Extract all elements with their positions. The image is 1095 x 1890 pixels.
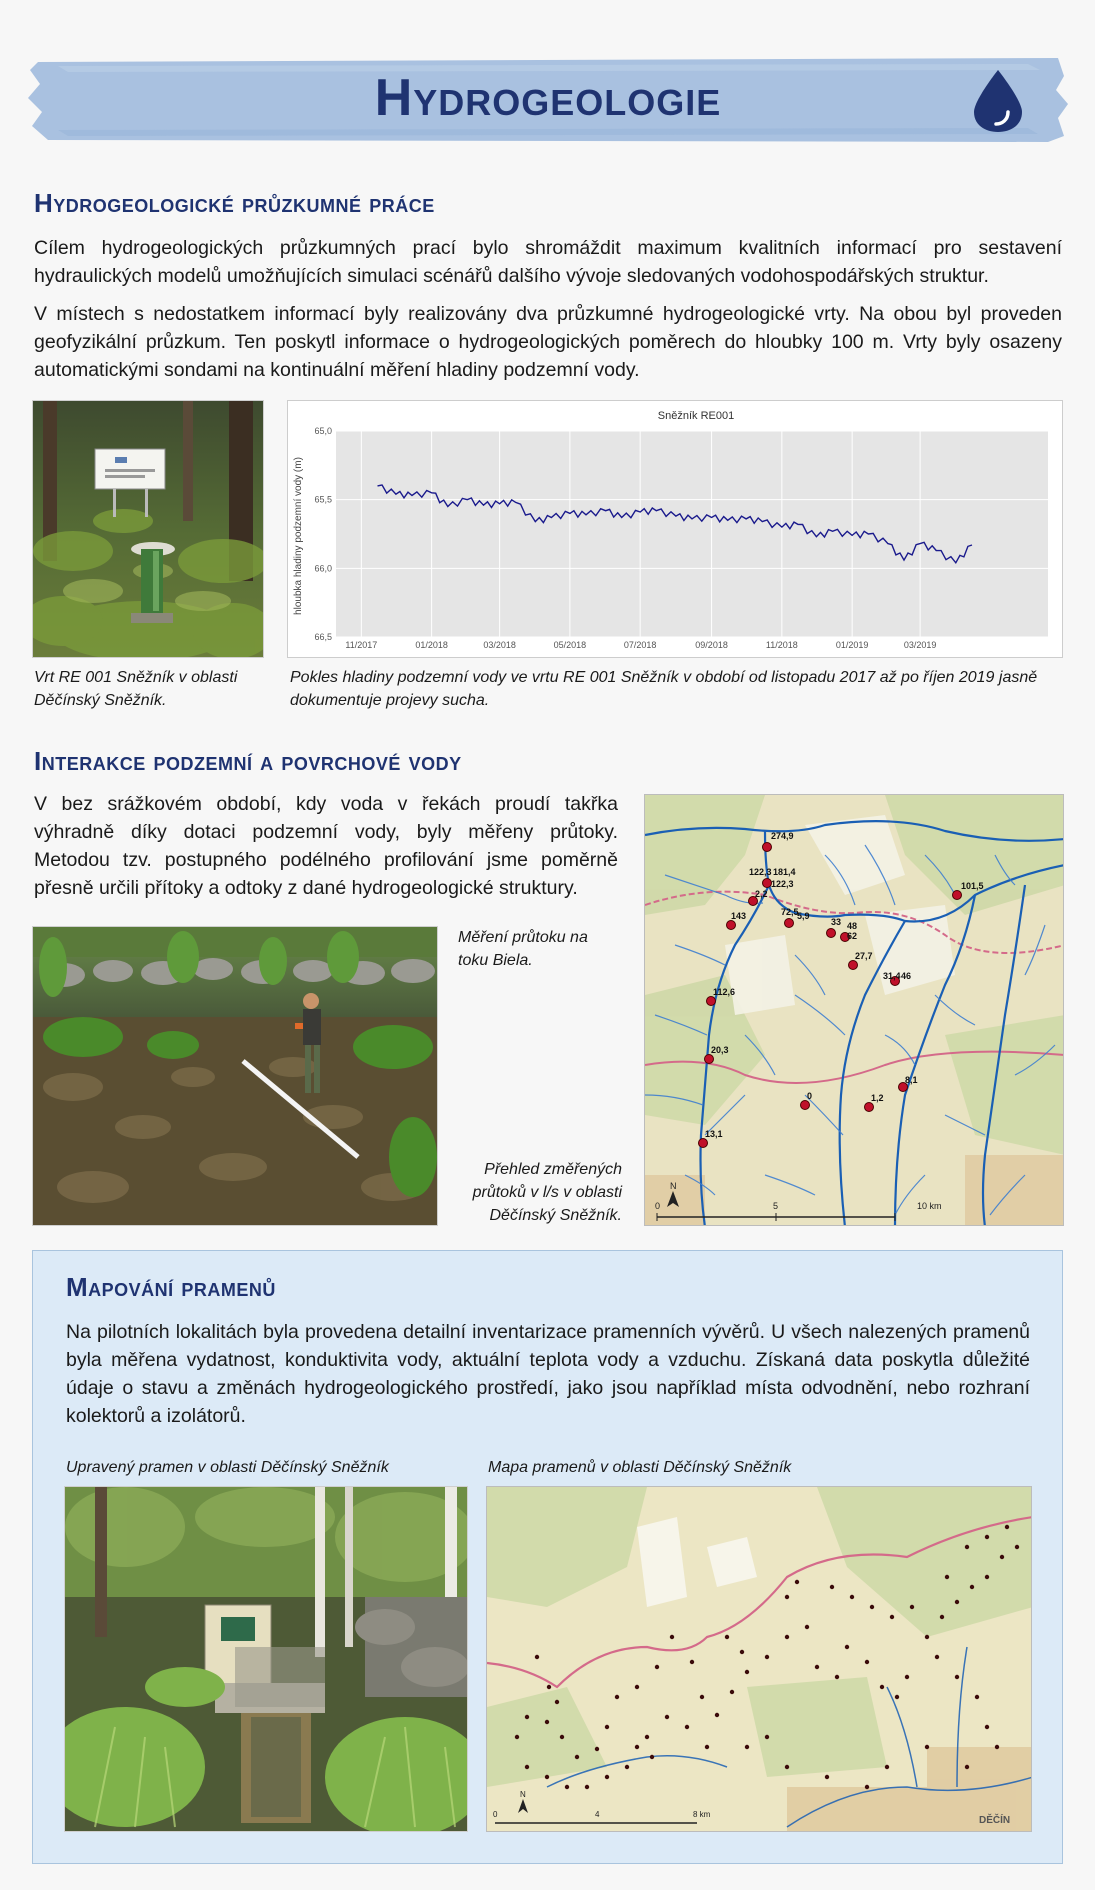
chart-x-tick-label: 05/2018 xyxy=(553,640,587,650)
spring-marker xyxy=(945,1575,949,1579)
spring-marker xyxy=(565,1785,569,1789)
spring-marker xyxy=(975,1695,979,1699)
spring-marker xyxy=(970,1585,974,1589)
spring-marker xyxy=(865,1660,869,1664)
spring-marker xyxy=(865,1785,869,1789)
spring-marker xyxy=(765,1655,769,1659)
map-flow-measurements xyxy=(644,794,1064,1226)
photo-spring xyxy=(64,1486,468,1832)
spring-marker xyxy=(730,1690,734,1694)
map-label: 143 xyxy=(731,911,747,921)
header-banner xyxy=(28,56,1068,144)
chart-y-axis-label: hloubka hladiny podzemní vody (m) xyxy=(293,457,304,615)
spring-marker xyxy=(725,1635,729,1639)
scale-label-0: 0 xyxy=(655,1201,661,1211)
spring-marker xyxy=(940,1615,944,1619)
chart-plot-area xyxy=(336,431,1048,637)
chart-caption: Pokles hladiny podzemní vody ve vrtu RE 001 Sněžník v období od listopadu 2017 až po říjen 2019 jasně dokumentuje projevy sucha. xyxy=(290,669,1038,709)
spring-marker xyxy=(925,1745,929,1749)
spring-marker xyxy=(785,1595,789,1599)
spring-marker xyxy=(745,1745,749,1749)
chart-x-tick-label: 11/2017 xyxy=(345,640,378,650)
chart-y-tick-label: 66,0 xyxy=(314,563,332,574)
chart-title: Sněžník RE001 xyxy=(657,410,735,422)
spring-marker xyxy=(985,1575,989,1579)
map-label: 48 xyxy=(847,921,858,931)
spring-marker xyxy=(910,1605,914,1609)
photo-caption-river: Měření průtoku na toku Biela. xyxy=(458,929,588,969)
spring-marker xyxy=(955,1600,959,1604)
spring-marker xyxy=(765,1735,769,1739)
map-label: 0 xyxy=(807,1091,813,1101)
spring-marker xyxy=(1000,1555,1004,1559)
photo-caption-spring: Upravený pramen v oblasti Děčínský Sněžník xyxy=(66,1459,389,1476)
spring-marker xyxy=(555,1700,559,1704)
chart-x-tick-label: 09/2018 xyxy=(695,640,728,650)
spring-marker xyxy=(845,1645,849,1649)
map-label: 33 xyxy=(831,917,842,927)
spring-marker xyxy=(955,1675,959,1679)
photo-well-re001 xyxy=(32,400,264,658)
spring-marker xyxy=(815,1665,819,1669)
scale-label-10: 10 km xyxy=(917,1201,942,1211)
chart-x-tick-label: 03/2018 xyxy=(483,640,516,650)
spring-marker xyxy=(885,1765,889,1769)
spring-marker xyxy=(547,1685,551,1689)
spring-marker xyxy=(595,1747,599,1751)
scale-label-8: 8 km xyxy=(693,1810,711,1819)
spring-marker xyxy=(575,1755,579,1759)
spring-marker xyxy=(995,1745,999,1749)
spring-marker xyxy=(545,1720,549,1724)
spring-marker xyxy=(645,1735,649,1739)
map-label: 62 xyxy=(847,931,858,941)
photo-river-measurement xyxy=(32,926,438,1226)
chart-x-tick-label: 01/2019 xyxy=(835,640,869,650)
spring-marker xyxy=(835,1675,839,1679)
spring-marker xyxy=(605,1725,609,1729)
spring-marker xyxy=(965,1765,969,1769)
spring-marker xyxy=(515,1735,519,1739)
chart-y-tick-label: 65,5 xyxy=(314,494,332,505)
spring-marker xyxy=(880,1685,884,1689)
spring-marker xyxy=(615,1695,619,1699)
map-label: 2,2 xyxy=(755,889,768,899)
chart-y-tick-label: 65,0 xyxy=(314,426,332,436)
spring-marker xyxy=(545,1775,549,1779)
page-title: Hydrogeologie xyxy=(374,69,722,127)
map-label: 20,3 xyxy=(711,1045,729,1055)
chart-canvas xyxy=(288,401,1064,659)
map-caption-springs: Mapa pramenů v oblasti Děčínský Sněžník xyxy=(488,1459,792,1476)
map-label: 101,5 xyxy=(961,881,984,891)
scale-label-0: 0 xyxy=(493,1810,498,1819)
groundwater-chart xyxy=(287,400,1063,658)
spring-marker xyxy=(870,1605,874,1609)
map-label: 1,2 xyxy=(871,1093,884,1103)
photo-caption-well: Vrt RE 001 Sněžník v oblasti Děčínský Sněžník. xyxy=(34,669,238,709)
spring-marker xyxy=(525,1715,529,1719)
spring-marker xyxy=(905,1675,909,1679)
spring-marker xyxy=(585,1785,589,1789)
map-label: 31,4 xyxy=(883,971,901,981)
section2-paragraph: V bez srážkovém období, kdy voda v řekách proudí takřka výhradně díky dotaci podzemní vody, byly měřeny průtoky. Metodou tzv. postupného podélného profilování jsme poměrně přesně určili přítoky a odtoky z dané hydrogeologické struktury. xyxy=(34,793,618,899)
north-label: N xyxy=(520,1790,526,1799)
spring-marker xyxy=(825,1775,829,1779)
map-label: 181,4 xyxy=(773,867,796,877)
map-label: 46 xyxy=(901,971,912,981)
section1-paragraph-2: V místech s nedostatkem informací byly realizovány dva průzkumné hydrogeologické vrty. Na obou byl proveden geofyzikální průzkum. Ten poskytl informace o hydrogeologických poměrech do hloubky 100 m. Vrty byly osazeny automatickými sondami na kontinuální měření hladiny podzemní vody. xyxy=(34,303,1062,381)
map-springs xyxy=(486,1486,1032,1832)
spring-marker xyxy=(650,1755,654,1759)
map-label: 27,7 xyxy=(855,951,873,961)
map-label: 72,5 xyxy=(781,907,799,917)
spring-marker xyxy=(560,1735,564,1739)
spring-marker xyxy=(655,1665,659,1669)
spring-marker xyxy=(850,1595,854,1599)
chart-x-tick-label: 01/2018 xyxy=(415,640,448,650)
spring-marker xyxy=(785,1635,789,1639)
spring-marker xyxy=(670,1635,674,1639)
spring-marker xyxy=(985,1535,989,1539)
section3-paragraph: Na pilotních lokalitách byla provedena detailní inventarizace pramenních vývěrů. U všech nalezených pramenů byla měřena vydatnost, konduktivita vody, aktuální teplota vody a vzduchu. Získaná data poskytla důležité údaje o stavu a změnách hydrogeologického prostředí, jako jsou například místa odvodnění, nebo rozhraní kolektorů a izolátorů. xyxy=(66,1321,1030,1427)
chart-y-tick-label: 66,5 xyxy=(314,632,332,642)
spring-marker xyxy=(715,1713,719,1717)
spring-marker xyxy=(605,1775,609,1779)
spring-marker xyxy=(745,1670,749,1674)
chart-x-tick-label: 11/2018 xyxy=(765,640,798,650)
spring-marker xyxy=(785,1765,789,1769)
spring-marker xyxy=(525,1765,529,1769)
map-label: 112,6 xyxy=(713,987,736,997)
spring-marker xyxy=(705,1745,709,1749)
spring-marker xyxy=(700,1695,704,1699)
map-place-label: DĚČÍN xyxy=(979,1815,1011,1826)
spring-marker xyxy=(665,1715,669,1719)
map-label: 122,3 xyxy=(771,879,794,889)
map-label: 274,9 xyxy=(771,831,794,841)
spring-marker xyxy=(1005,1525,1009,1529)
water-drop-icon xyxy=(968,68,1028,134)
north-label: N xyxy=(670,1181,677,1191)
spring-marker xyxy=(740,1650,744,1654)
spring-marker xyxy=(690,1660,694,1664)
spring-marker xyxy=(925,1635,929,1639)
spring-marker xyxy=(935,1655,939,1659)
scale-label-5: 5 xyxy=(773,1201,779,1211)
scale-label-4: 4 xyxy=(595,1810,600,1819)
spring-marker xyxy=(890,1615,894,1619)
spring-marker xyxy=(635,1685,639,1689)
chart-x-tick-label: 07/2018 xyxy=(623,640,657,650)
section-title-exploration: Hydrogeologické průzkumné práce xyxy=(34,188,435,218)
map-label: 13,1 xyxy=(705,1129,723,1139)
section1-paragraph-1: Cílem hydrogeologických průzkumných prací bylo shromáždit maximum kvalitních informací pro sestavení hydraulických modelů umožňujících simulaci scénářů dalšího vývoje sledovaných vodohospodářských struktur. xyxy=(34,237,1062,287)
map-label: 8,1 xyxy=(905,1075,918,1085)
map-caption-flows: Přehled změřených průtoků v l/s v oblasti Děčínský Sněžník. xyxy=(472,1161,622,1224)
spring-marker xyxy=(625,1765,629,1769)
section-title-springs: Mapování pramenů xyxy=(66,1272,276,1302)
map-label: 5,9 xyxy=(797,911,810,921)
map-label: 122,3 xyxy=(749,867,772,877)
spring-marker xyxy=(535,1655,539,1659)
chart-x-tick-label: 03/2019 xyxy=(903,640,937,650)
section-title-interaction: Interakce podzemní a povrchové vody xyxy=(34,746,462,776)
spring-marker xyxy=(1015,1545,1019,1549)
spring-marker xyxy=(895,1695,899,1699)
spring-marker xyxy=(985,1725,989,1729)
spring-marker xyxy=(795,1580,799,1584)
spring-marker xyxy=(830,1585,834,1589)
spring-marker xyxy=(635,1745,639,1749)
spring-marker xyxy=(805,1625,809,1629)
spring-marker xyxy=(965,1545,969,1549)
spring-marker xyxy=(685,1725,689,1729)
